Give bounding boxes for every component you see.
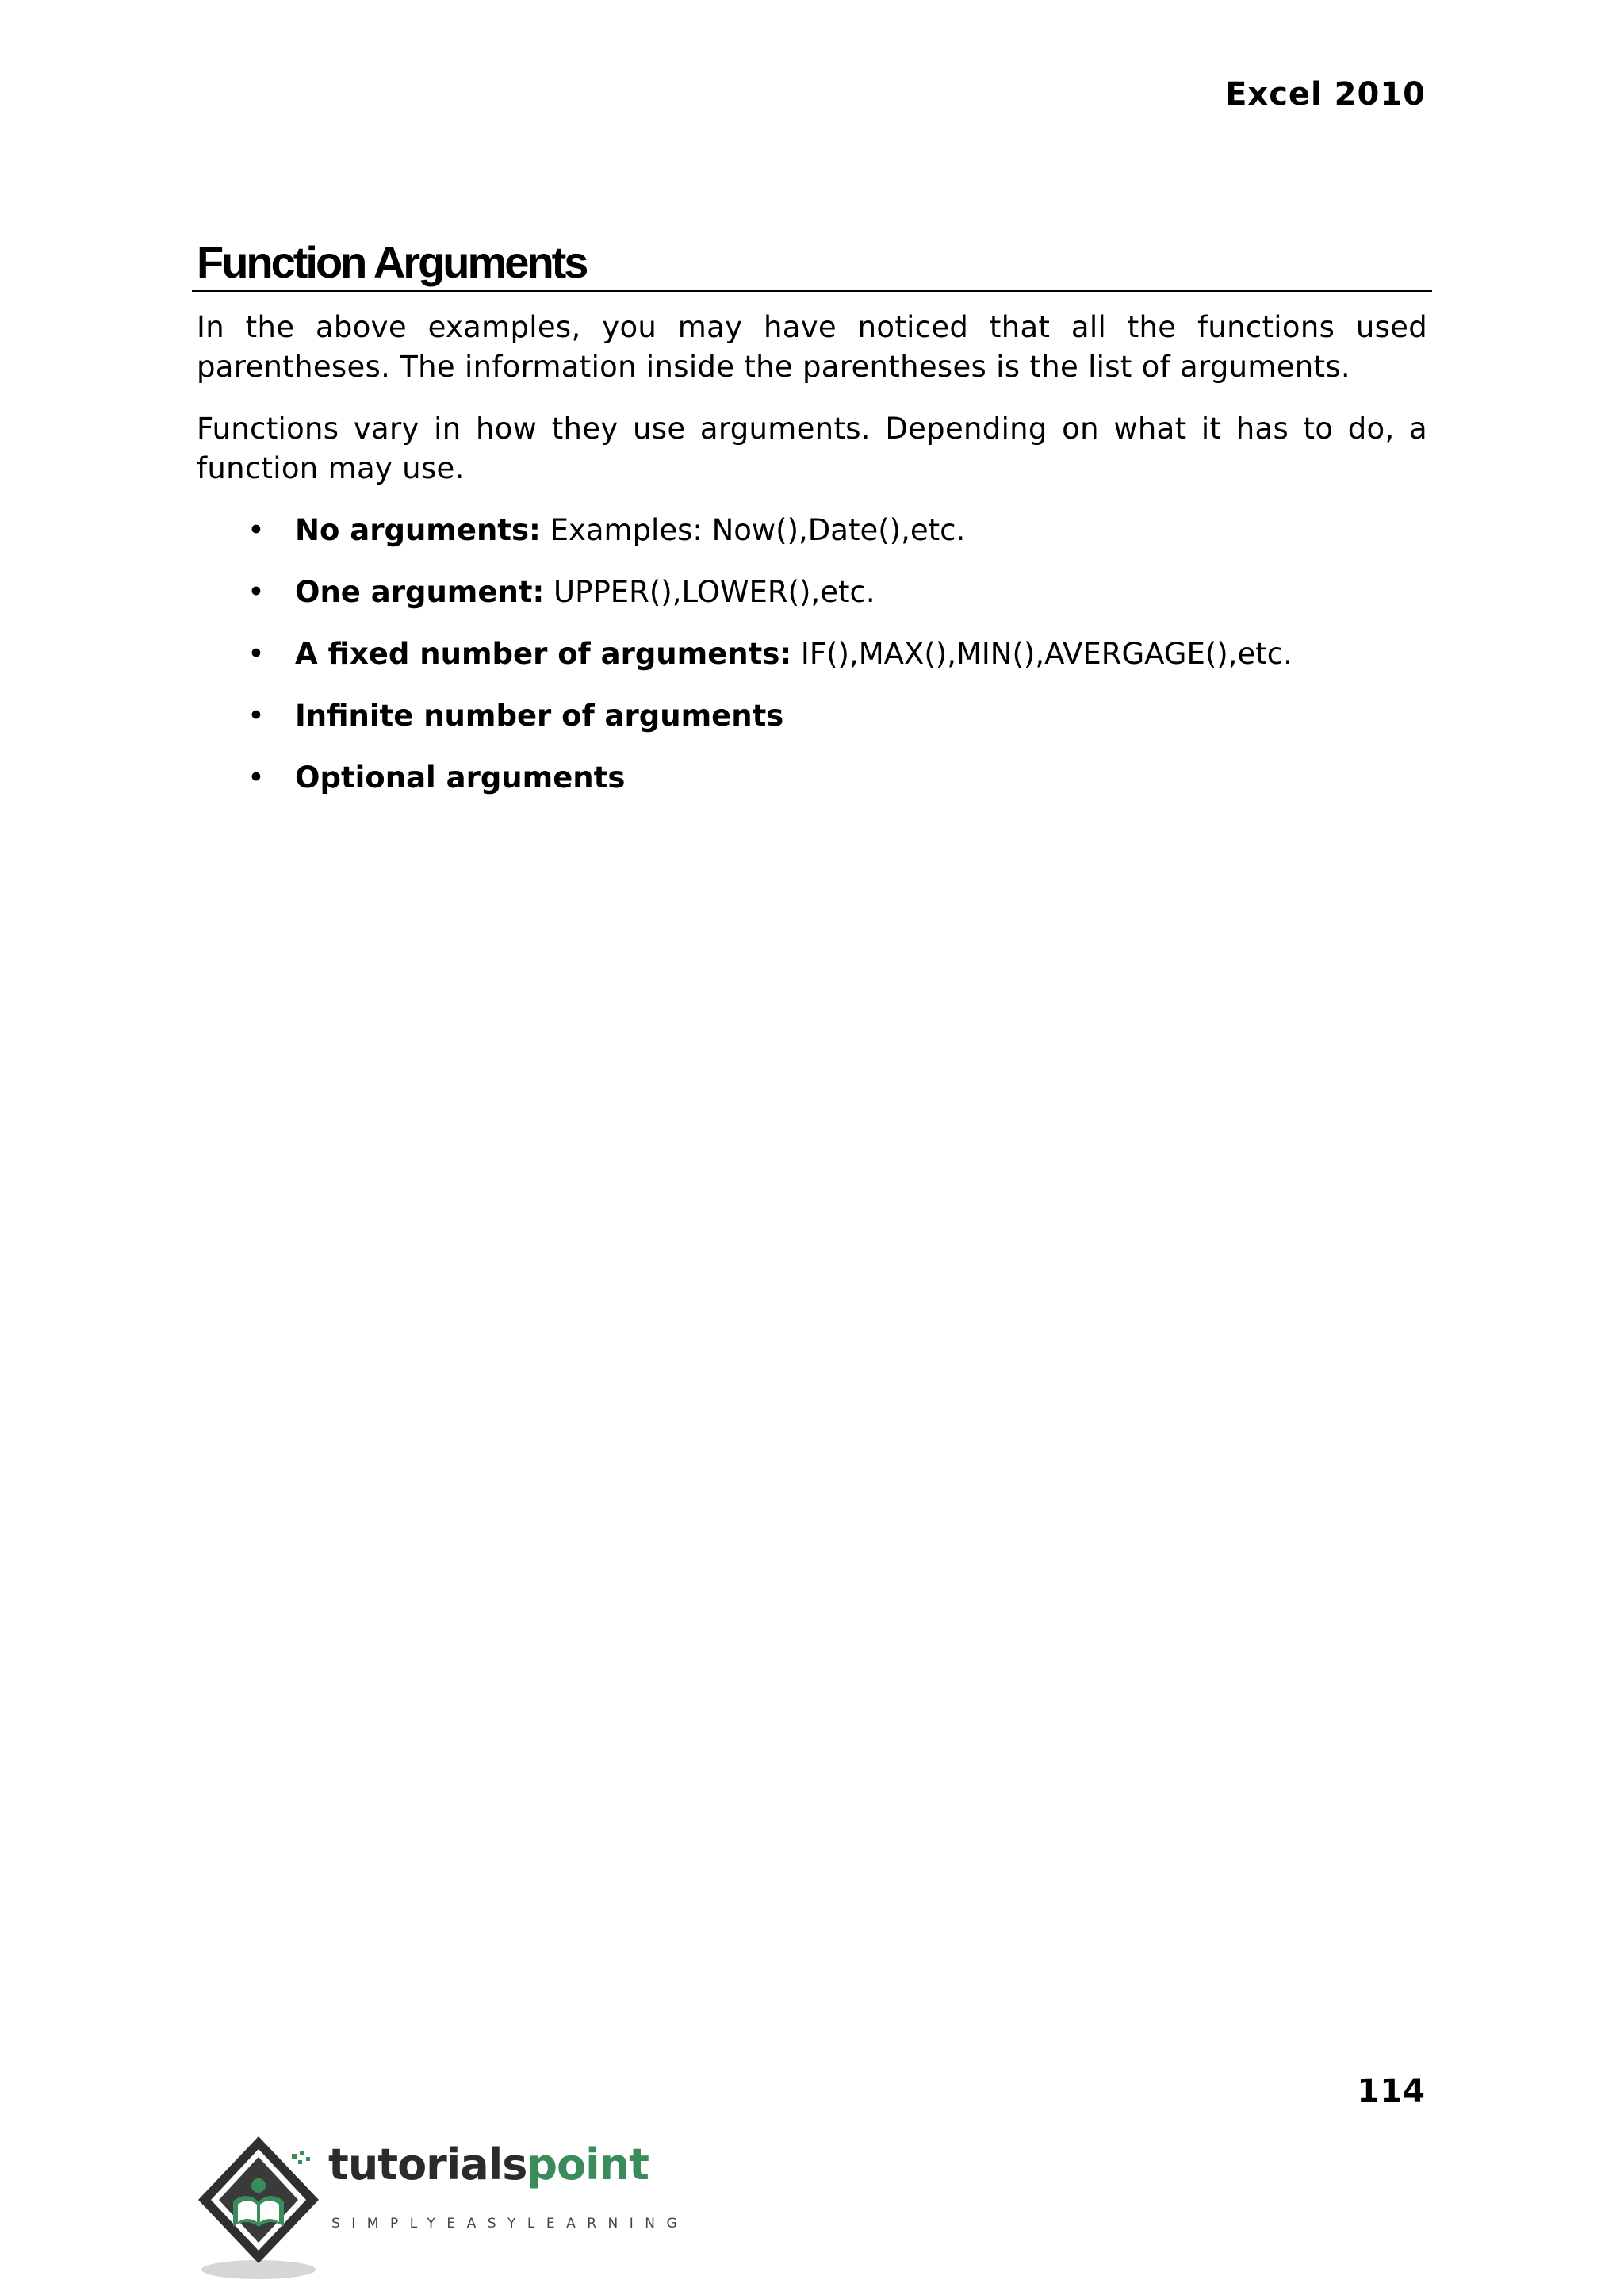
title-underline (192, 290, 1432, 292)
paragraph-functions-vary: Functions vary in how they use arguments. Depending on what it has to do, a function may use. (197, 411, 1427, 485)
list-item (197, 758, 1427, 798)
list-item-text: IF(),MAX(),MIN(),AVERGAGE(),etc. (791, 636, 1293, 671)
running-header-title: Excel 2010 (1225, 76, 1426, 113)
argument-types-list (197, 511, 1427, 798)
logo-wordmark (328, 2140, 649, 2190)
tutorialspoint-logo (195, 2133, 689, 2284)
list-item-term: Infinite number of arguments (295, 698, 784, 733)
list-item (197, 696, 1427, 736)
list-item-term: A fixed number of arguments: (295, 636, 792, 671)
page-number: 114 (1357, 2073, 1426, 2109)
bullet-icon: • (247, 512, 265, 547)
logo-word-point: point (527, 2140, 649, 2190)
bullet-icon: • (247, 574, 265, 609)
list-item (197, 573, 1427, 612)
list-item-term: One argument: (295, 574, 545, 609)
list-item-text: Examples: Now(),Date(),etc. (540, 512, 966, 547)
paragraph-intro: In the above examples, you may have noticed that all the functions used parentheses. The information inside the parentheses is the list of arguments. (197, 309, 1427, 384)
bullet-icon: • (247, 760, 265, 795)
section-function-arguments (197, 238, 1427, 820)
list-item (197, 634, 1427, 674)
bullet-icon: • (247, 698, 265, 733)
list-item-term: Optional arguments (295, 760, 626, 795)
list-item-term: No arguments: (295, 512, 541, 547)
bullet-icon: • (247, 636, 265, 671)
list-item (197, 511, 1427, 550)
logo-tagline: SIMPLYEASYLEARNING (331, 2216, 689, 2232)
section-title: Function Arguments (197, 237, 587, 287)
tutorialspoint-logo-icon (195, 2133, 330, 2284)
list-item-text: UPPER(),LOWER(),etc. (544, 574, 875, 609)
logo-word-tutorials: tutorials (328, 2140, 527, 2190)
